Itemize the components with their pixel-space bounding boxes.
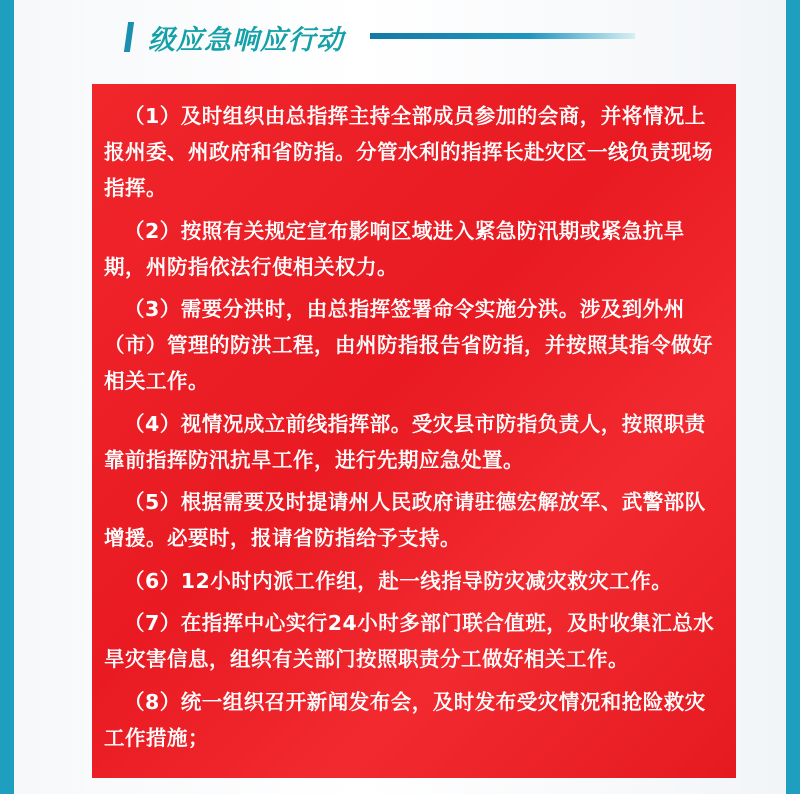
content-panel <box>92 84 736 778</box>
action-item-7: （7）在指挥中心实行24小时多部门联合值班，及时收集汇总水旱灾害信息，组织有关部门按照职责分工做好相关工作。 <box>104 611 715 671</box>
action-item-3: （3）需要分洪时，由总指挥签署命令实施分洪。涉及到外州（市）管理的防洪工程，由州防指报告省防指，并按照其指令做好相关工作。 <box>104 297 713 393</box>
section-header <box>120 16 680 56</box>
page-frame <box>14 0 786 794</box>
action-item-6: （6）12小时内派工作组，赴一线指导防灾减灾救灾工作。 <box>124 568 673 593</box>
section-title: 级应急响应行动 <box>148 25 344 56</box>
header-accent-bar <box>124 22 134 52</box>
header-decorative-line <box>370 33 635 39</box>
action-item-8: （8）统一组织召开新闻发布会，及时发布受灾情况和抢险救灾工作措施； <box>104 689 706 750</box>
action-item-4: （4）视情况成立前线指挥部。受灾县市防指负责人，按照职责靠前指挥防汛抗旱工作，进行先期应急处置。 <box>104 411 706 472</box>
action-list <box>104 98 724 762</box>
action-item-1: （1）及时组织由总指挥主持全部成员参加的会商，并将情况上报州委、州政府和省防指。分管水利的指挥长赴灾区一线负责现场指挥。 <box>104 104 713 200</box>
action-item-5: （5）根据需要及时提请州人民政府请驻德宏解放军、武警部队增援。必要时，报请省防指给予支持。 <box>104 490 706 550</box>
action-item-2: （2）按照有关规定宣布影响区域进入紧急防汛期或紧急抗旱期，州防指依法行使相关权力。 <box>104 218 685 279</box>
